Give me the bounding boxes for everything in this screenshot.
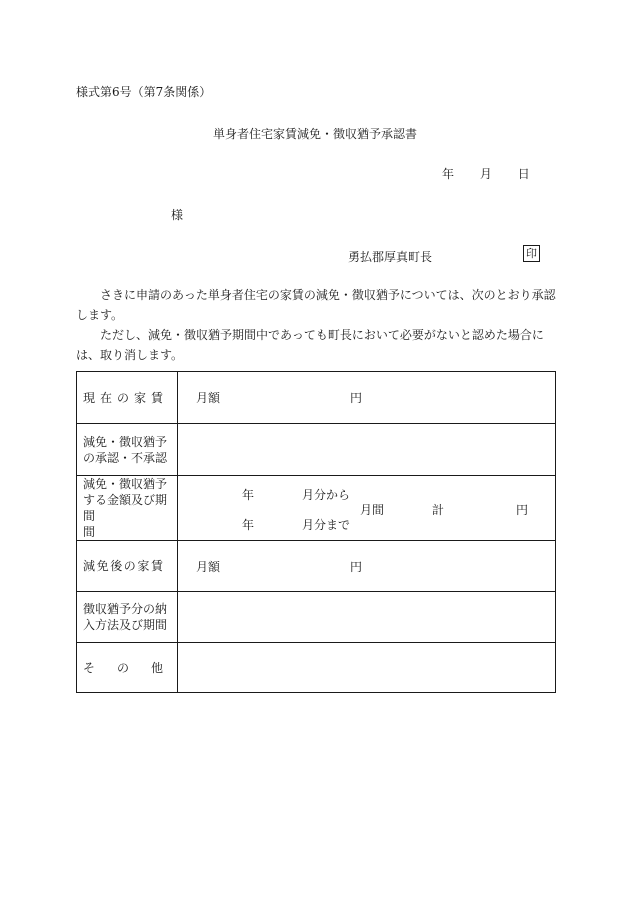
payment-method-field[interactable] xyxy=(178,592,556,643)
body-paragraph-2: ただし、減免・徴収猶予期間中であっても町長において必要がないと認めた場合には、取り消します。 xyxy=(76,328,544,362)
date-year-label: 年 xyxy=(442,167,455,181)
table-row xyxy=(77,424,556,476)
addressee-suffix: 様 xyxy=(171,208,184,222)
monthly-label: 月額 xyxy=(196,560,221,574)
table-row xyxy=(77,476,556,541)
date-month-label: 月 xyxy=(479,167,492,181)
amount-period-field[interactable] xyxy=(178,476,556,541)
date-day-label: 日 xyxy=(517,167,530,181)
form-number: 様式第6号（第7条関係） xyxy=(76,85,212,99)
monthly-label: 月額 xyxy=(196,391,221,405)
row-label-approval-status: 減免・徴収猶予 の承認・不承認 xyxy=(77,424,178,476)
from-month-label: 月分から xyxy=(302,488,351,502)
table-row xyxy=(77,372,556,424)
to-month-label: 月分まで xyxy=(302,518,351,532)
row-label-payment-method: 徴収猶予分の納 入方法及び期間 xyxy=(77,592,178,643)
row-label-amount-period: 減免・徴収猶予 する金額及び期間 間 xyxy=(77,476,178,541)
table-row xyxy=(77,541,556,592)
table-row xyxy=(77,643,556,693)
row-label-current-rent: 現 在 の 家 賃 xyxy=(77,372,178,424)
months-label: 月間 xyxy=(360,503,385,517)
rent-after-reduction-field[interactable] xyxy=(178,541,556,592)
approval-table xyxy=(76,371,556,693)
total-label: 計 xyxy=(432,503,445,517)
from-year-label: 年 xyxy=(242,488,255,502)
total-yen-label: 円 xyxy=(516,503,529,517)
table-row xyxy=(77,592,556,643)
seal-mark: 印 xyxy=(523,245,540,262)
document-title: 単身者住宅家賃減免・徴収猶予承認書 xyxy=(213,127,418,141)
other-field[interactable] xyxy=(178,643,556,693)
date-line xyxy=(442,165,530,182)
yen-label: 円 xyxy=(350,560,363,574)
row-label-other: そ の 他 xyxy=(77,643,178,693)
yen-label: 円 xyxy=(350,391,363,405)
current-rent-field[interactable] xyxy=(178,372,556,424)
body-paragraph-1: さきに申請のあった単身者住宅の家賃の減免・徴収猶予については、次のとおり承認します。 xyxy=(76,288,556,322)
row-label-rent-after-reduction: 減 免 後 の 家 賃 xyxy=(77,541,178,592)
to-year-label: 年 xyxy=(242,518,255,532)
issuer-name: 勇払郡厚真町長 xyxy=(348,250,433,264)
approval-status-field[interactable] xyxy=(178,424,556,476)
